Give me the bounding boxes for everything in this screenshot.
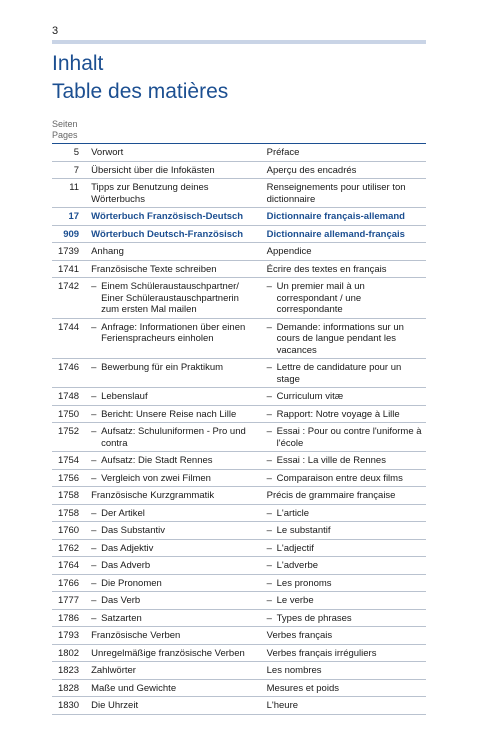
toc-row <box>52 208 426 226</box>
toc-page-number: 1793 <box>52 627 91 645</box>
toc-entry-text: Verbes français <box>266 630 333 641</box>
toc-entry-text: Dictionnaire français-allemand <box>266 211 405 222</box>
toc-row <box>52 144 426 162</box>
toc-entry-text: Der Artikel <box>101 507 145 519</box>
toc-row <box>52 487 426 505</box>
toc-row <box>52 574 426 592</box>
toc-page-number: 1742 <box>52 278 91 319</box>
toc-entry-french <box>267 405 426 423</box>
toc-entry-text: Das Adjektiv <box>101 542 154 554</box>
toc-page-number: 1746 <box>52 359 91 388</box>
toc-row <box>52 662 426 680</box>
toc-entry-text: Renseignements pour utiliser ton dictionnaire <box>266 182 406 205</box>
toc-entry-text: Essai : La ville de Rennes <box>276 455 386 466</box>
toc-page-number: 1823 <box>52 662 91 680</box>
list-dash: – <box>266 612 272 624</box>
list-dash: – <box>91 595 97 606</box>
toc-entry-german <box>91 144 267 162</box>
toc-entry-text: Curriculum vitæ <box>276 391 344 402</box>
list-dash: – <box>91 391 97 402</box>
toc-row <box>52 504 426 522</box>
toc-page-number: 1752 <box>52 423 91 452</box>
toc-entry-text: Einem Schüleraustauschpartner/ Einer Schüleraustauschpartnerin zum ersten Mal mailen <box>101 281 239 315</box>
toc-row <box>52 697 426 715</box>
list-dash: – <box>266 560 272 571</box>
toc-entry-text: Übersicht über die Infokästen <box>91 164 215 176</box>
toc-entry-german <box>91 243 267 261</box>
list-dash: – <box>91 281 97 292</box>
toc-row <box>52 388 426 406</box>
toc-entry-text: Appendice <box>266 246 312 257</box>
toc-row <box>52 469 426 487</box>
list-dash: – <box>266 595 272 606</box>
title-french: Table des matières <box>52 80 229 103</box>
list-dash: – <box>91 362 97 373</box>
toc-row <box>52 359 426 388</box>
toc-page-number: 1766 <box>52 574 91 592</box>
list-dash: – <box>91 426 97 437</box>
toc-entry-text: Rapport: Notre voyage à Lille <box>276 408 400 420</box>
toc-entry-german <box>91 539 267 557</box>
toc-page-number: 909 <box>52 225 91 243</box>
list-dash: – <box>266 281 272 292</box>
toc-entry-french <box>267 662 426 680</box>
list-dash: – <box>266 426 272 437</box>
toc-entry-german <box>91 452 267 470</box>
toc-page-number: 1750 <box>52 405 91 423</box>
toc-row <box>52 592 426 610</box>
toc-page-number: 5 <box>52 144 91 162</box>
toc-row <box>52 609 426 627</box>
toc-entry-french <box>267 609 426 627</box>
pages-label-german: Seiten <box>52 119 78 129</box>
toc-entry-german <box>91 388 267 406</box>
toc-entry-text: Bericht: Unsere Reise nach Lille <box>101 408 237 420</box>
toc-entry-text: Vergleich von zwei Filmen <box>101 472 211 484</box>
toc-entry-german <box>91 697 267 715</box>
toc-entry-german <box>91 208 267 226</box>
toc-page-number: 1828 <box>52 679 91 697</box>
toc-entry-german <box>91 260 267 278</box>
toc-row <box>52 627 426 645</box>
toc-entry-text: L'adjectif <box>276 542 314 554</box>
toc-entry-french <box>267 260 426 278</box>
toc-page-number: 1748 <box>52 388 91 406</box>
toc-entry-text: Satzarten <box>101 612 142 624</box>
toc-page-number: 1762 <box>52 539 91 557</box>
toc-entry-french <box>267 359 426 388</box>
toc-row <box>52 557 426 575</box>
toc-page-number: 1830 <box>52 697 91 715</box>
toc-row <box>52 225 426 243</box>
toc-entry-french <box>267 243 426 261</box>
toc-entry-text: Französische Kurzgrammatik <box>91 490 215 501</box>
list-dash: – <box>266 507 272 519</box>
toc-row <box>52 260 426 278</box>
toc-entry-french <box>267 697 426 715</box>
toc-entry-text: Dictionnaire allemand-français <box>266 228 405 240</box>
list-dash: – <box>266 362 272 373</box>
toc-entry-german <box>91 679 267 697</box>
toc-entry-german <box>91 627 267 645</box>
toc-entry-french <box>267 557 426 575</box>
toc-entry-text: Précis de grammaire française <box>266 490 396 501</box>
toc-entry-text: Französische Texte schreiben <box>91 263 217 275</box>
toc-entry-german <box>91 609 267 627</box>
toc-entry-german <box>91 469 267 487</box>
toc-entry-text: Das Verb <box>101 595 141 606</box>
list-dash: – <box>266 321 272 333</box>
toc-entry-text: Bewerbung für ein Praktikum <box>101 362 224 373</box>
toc-entry-text: Le verbe <box>276 595 314 606</box>
toc-entry-french <box>267 574 426 592</box>
toc-entry-text: Zahlwörter <box>91 665 136 676</box>
toc-page-number: 1744 <box>52 318 91 359</box>
toc-entry-text: Vorwort <box>91 147 124 158</box>
table-of-contents <box>52 143 426 715</box>
toc-entry-german <box>91 318 267 359</box>
toc-entry-french <box>267 161 426 179</box>
toc-entry-text: Essai : Pour ou contre l'uniforme à l'école <box>276 426 422 449</box>
list-dash: – <box>266 472 272 484</box>
title-german: Inhalt <box>52 52 104 75</box>
toc-entry-french <box>267 225 426 243</box>
toc-entry-german <box>91 487 267 505</box>
toc-entry-text: Das Adverb <box>101 560 151 571</box>
toc-entry-text: Les pronoms <box>276 577 332 589</box>
toc-row <box>52 679 426 697</box>
toc-entry-german <box>91 522 267 540</box>
list-dash: – <box>266 455 272 466</box>
toc-entry-german <box>91 557 267 575</box>
toc-page-number: 1786 <box>52 609 91 627</box>
toc-entry-french <box>267 318 426 359</box>
toc-entry-german <box>91 423 267 452</box>
toc-entry-text: Comparaison entre deux films <box>276 472 403 484</box>
toc-entry-text: Das Substantiv <box>101 525 165 536</box>
list-dash: – <box>91 542 97 554</box>
toc-row <box>52 278 426 319</box>
page-number: 3 <box>52 25 59 37</box>
toc-entry-german <box>91 574 267 592</box>
toc-page-number: 1764 <box>52 557 91 575</box>
list-dash: – <box>266 391 272 402</box>
toc-entry-french <box>267 592 426 610</box>
toc-page-number: 1739 <box>52 243 91 261</box>
toc-entry-german <box>91 592 267 610</box>
toc-page-number: 1777 <box>52 592 91 610</box>
toc-row <box>52 423 426 452</box>
toc-entry-text: Die Pronomen <box>101 577 162 589</box>
toc-entry-french <box>267 452 426 470</box>
toc-entry-text: Lebenslauf <box>101 391 148 402</box>
list-dash: – <box>266 577 272 589</box>
toc-entry-text: Aufsatz: Schuluniformen - Pro und contra <box>101 426 246 449</box>
list-dash: – <box>91 507 97 519</box>
toc-entry-french <box>267 627 426 645</box>
toc-entry-french <box>267 423 426 452</box>
header-rule <box>52 40 426 44</box>
toc-page-number: 7 <box>52 161 91 179</box>
toc-page-number: 17 <box>52 208 91 226</box>
toc-entry-text: Wörterbuch Deutsch-Französisch <box>91 228 244 240</box>
toc-entry-german <box>91 504 267 522</box>
toc-entry-german <box>91 644 267 662</box>
toc-page-number: 1741 <box>52 260 91 278</box>
toc-entry-text: Maße und Gewichte <box>91 682 177 694</box>
toc-entry-german <box>91 662 267 680</box>
list-dash: – <box>91 321 97 333</box>
toc-entry-text: Die Uhrzeit <box>91 700 139 711</box>
toc-entry-text: Anfrage: Informationen über einen Ferienspracheurs einholen <box>101 321 246 344</box>
toc-row <box>52 539 426 557</box>
toc-entry-french <box>267 539 426 557</box>
toc-entry-french <box>267 504 426 522</box>
toc-entry-french <box>267 144 426 162</box>
toc-row <box>52 243 426 261</box>
toc-row <box>52 318 426 359</box>
toc-entry-text: Verbes français irréguliers <box>266 647 377 659</box>
toc-entry-french <box>267 179 426 208</box>
toc-row <box>52 522 426 540</box>
toc-row <box>52 161 426 179</box>
list-dash: – <box>266 542 272 554</box>
list-dash: – <box>91 455 97 466</box>
toc-entry-text: Unregelmäßige französische Verben <box>91 647 245 659</box>
toc-page-number: 1802 <box>52 644 91 662</box>
toc-page-number: 11 <box>52 179 91 208</box>
toc-page-number: 1760 <box>52 522 91 540</box>
toc-entry-french <box>267 644 426 662</box>
toc-entry-french <box>267 679 426 697</box>
toc-entry-text: Les nombres <box>266 665 322 676</box>
list-dash: – <box>91 577 97 589</box>
list-dash: – <box>91 560 97 571</box>
toc-row <box>52 179 426 208</box>
toc-entry-german <box>91 278 267 319</box>
list-dash: – <box>91 472 97 484</box>
toc-entry-text: L'heure <box>266 700 299 711</box>
pages-label-french: Pages <box>52 130 78 140</box>
pages-column-label <box>52 119 78 141</box>
toc-row <box>52 452 426 470</box>
toc-entry-german <box>91 161 267 179</box>
toc-entry-text: Mesures et poids <box>266 682 339 694</box>
toc-page-number: 1756 <box>52 469 91 487</box>
toc-entry-text: L'adverbe <box>276 560 319 571</box>
toc-entry-text: L'article <box>276 507 310 519</box>
toc-entry-text: Types de phrases <box>276 612 352 624</box>
toc-entry-text: Französische Verben <box>91 630 181 641</box>
toc-entry-french <box>267 388 426 406</box>
list-dash: – <box>91 612 97 624</box>
toc-entry-text: Lettre de candidature pour un stage <box>276 362 402 385</box>
toc-entry-text: Un premier mail à un correspondant / une correspondante <box>276 281 365 315</box>
toc-entry-text: Aperçu des encadrés <box>266 164 357 176</box>
toc-entry-text: Demande: informations sur un cours de langue pendant les vacances <box>276 321 404 356</box>
toc-page-number: 1758 <box>52 504 91 522</box>
toc-row <box>52 405 426 423</box>
toc-entry-text: Écrire des textes en français <box>266 263 387 275</box>
toc-entry-text: Le substantif <box>276 525 331 536</box>
toc-entry-german <box>91 405 267 423</box>
toc-entry-french <box>267 469 426 487</box>
list-dash: – <box>266 408 272 420</box>
list-dash: – <box>91 408 97 420</box>
toc-entry-french <box>267 522 426 540</box>
toc-entry-text: Tipps zur Benutzung deines Wörterbuchs <box>91 182 209 205</box>
toc-entry-german <box>91 359 267 388</box>
toc-entry-french <box>267 278 426 319</box>
toc-entry-french <box>267 208 426 226</box>
toc-entry-text: Aufsatz: Die Stadt Rennes <box>101 455 213 466</box>
toc-entry-text: Wörterbuch Französisch-Deutsch <box>91 211 244 222</box>
list-dash: – <box>91 525 97 536</box>
toc-entry-german <box>91 225 267 243</box>
toc-page-number: 1754 <box>52 452 91 470</box>
list-dash: – <box>266 525 272 536</box>
toc-entry-german <box>91 179 267 208</box>
toc-page-number: 1758 <box>52 487 91 505</box>
toc-entry-french <box>267 487 426 505</box>
toc-entry-text: Anhang <box>91 246 124 257</box>
toc-row <box>52 644 426 662</box>
toc-entry-text: Préface <box>266 147 300 158</box>
